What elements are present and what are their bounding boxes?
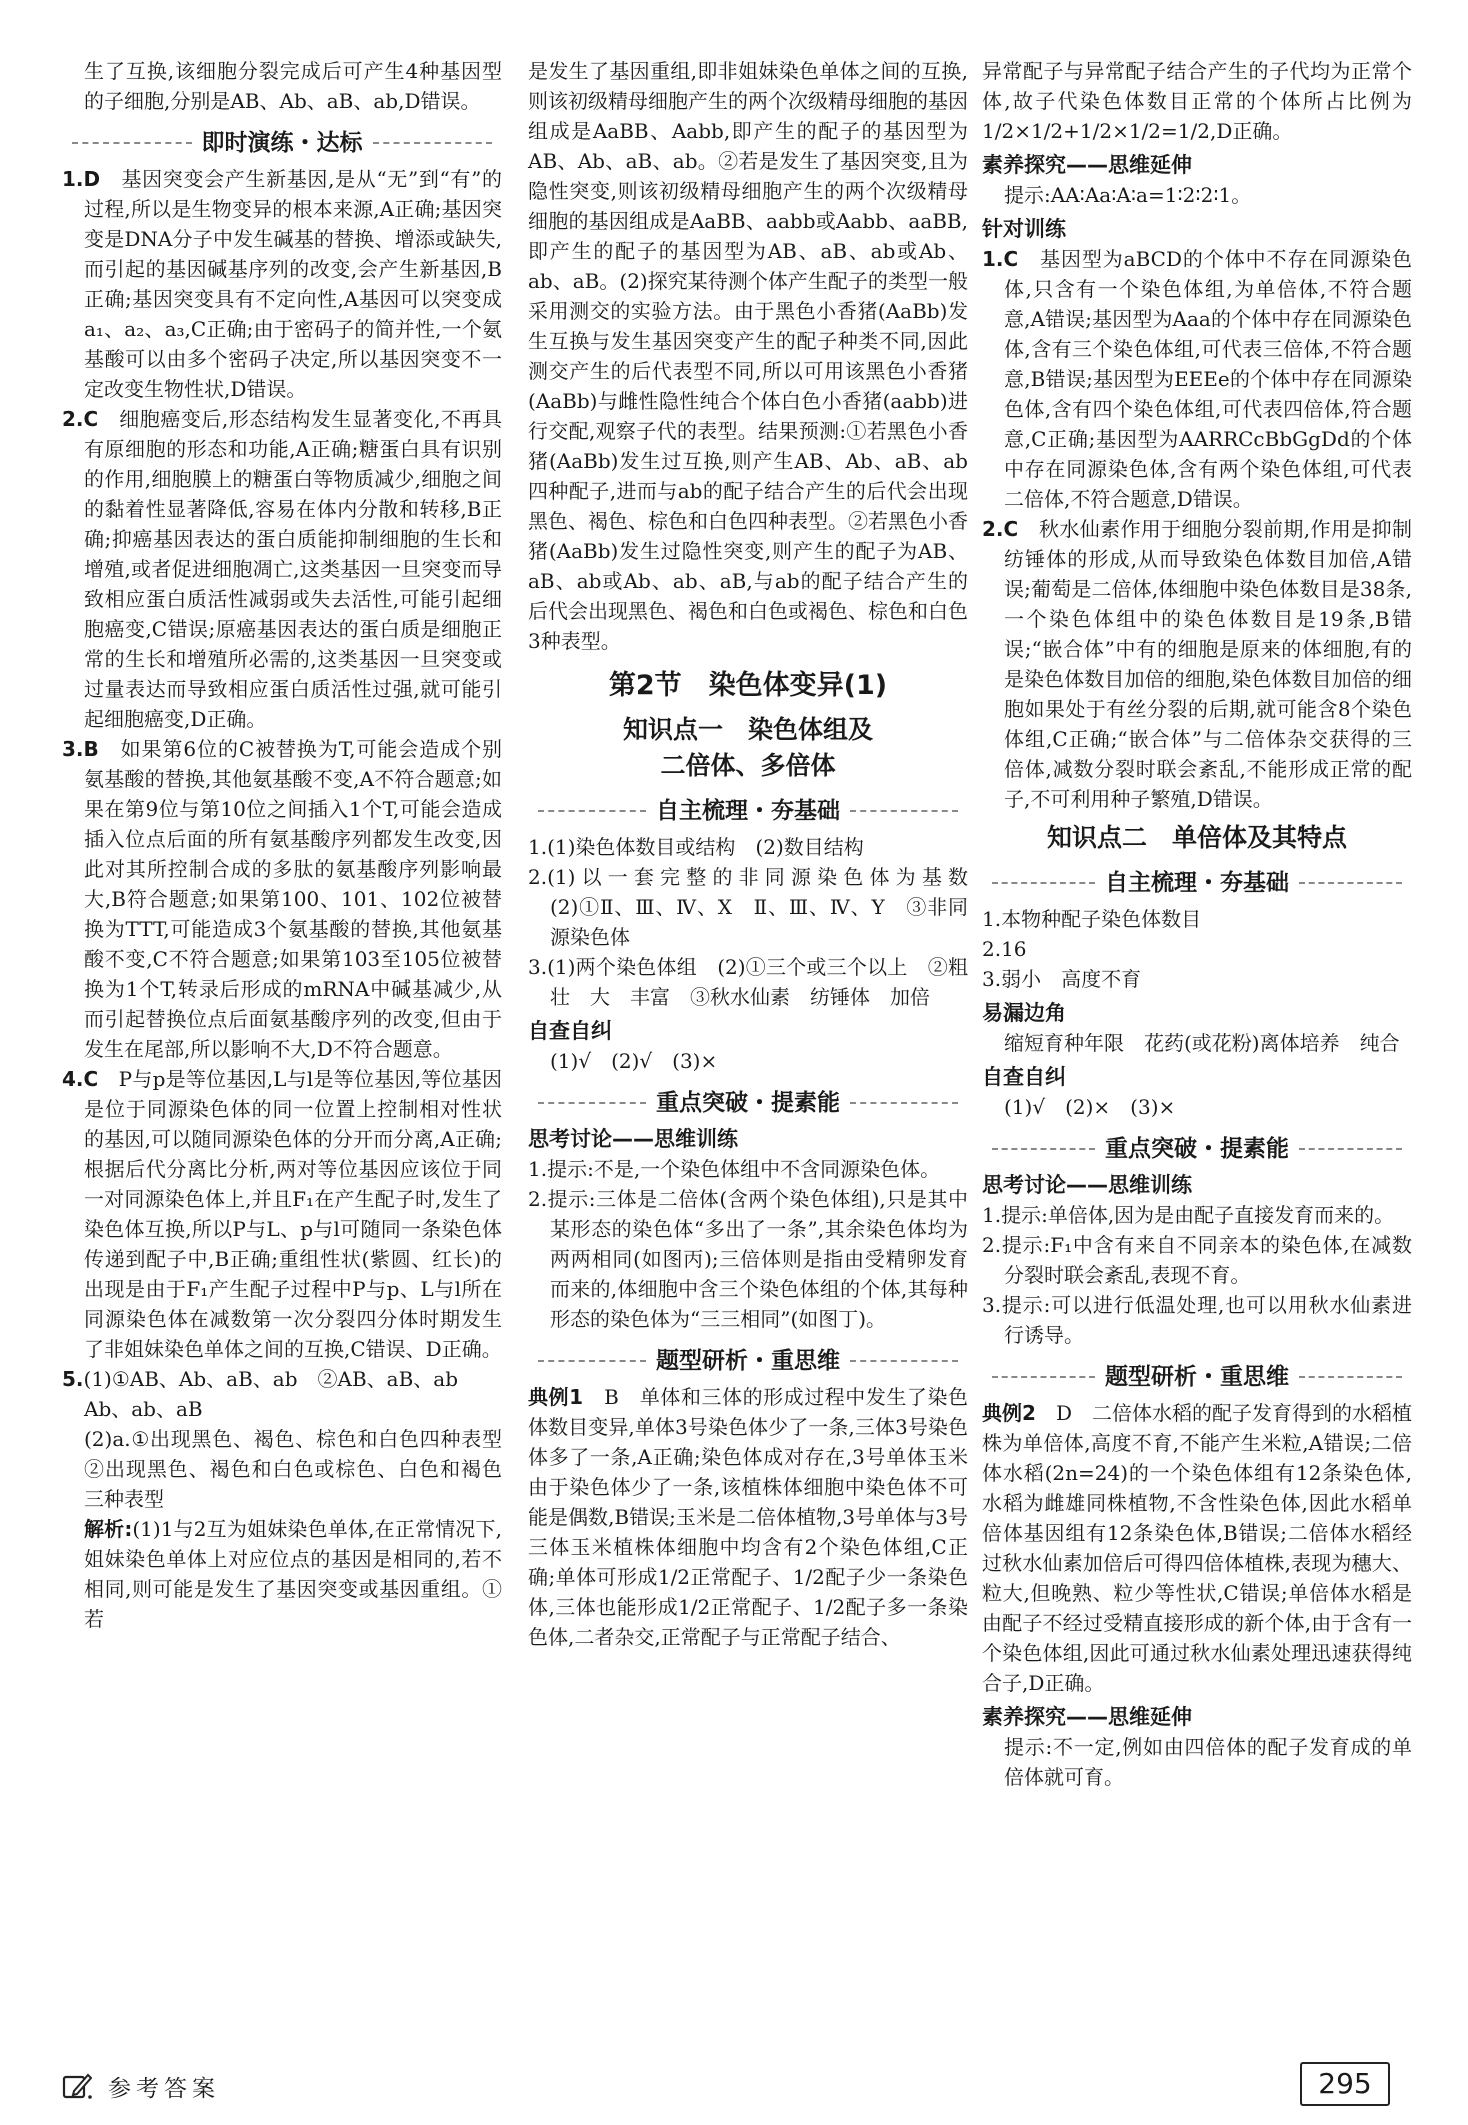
answer-text: (1)√ (2)× (3)×	[1004, 1095, 1176, 1119]
subheading: 思考讨论——思维训练	[982, 1173, 1192, 1197]
chapter-title: 第2节 染色体变异(1)	[608, 670, 888, 701]
subheading: 自查自纠	[528, 1019, 612, 1043]
answer-item	[982, 514, 1412, 814]
answer-number: 1.D	[62, 167, 101, 191]
answer-text: 缩短育种年限 花药(或花粉)离体培养 纯合	[1004, 1031, 1400, 1055]
example-item	[528, 1382, 968, 1652]
pencil-note-icon	[62, 2072, 92, 2100]
section-heading: 自主梳理・夯基础	[528, 794, 968, 828]
answer-number: 4.C	[62, 1067, 99, 1091]
answer-item: 3.(1)两个染色体组 (2)①三个或三个以上 ②粗壮 大 丰富 ③秋水仙素 纺锤体 加倍	[528, 955, 968, 1009]
text-block: 是发生了基因重组,即非姐妹染色单体之间的互换,则该初级精母细胞产生的两个次级精母细胞的基因组成是AaBB、Aabb,即产生的配子的基因型为AB、Ab、aB、ab。②若是发生了基因突变,且为隐性突变,则该初级精母细胞产生的两个次级精母细胞的基因组成是AaBB、aabb或Aabb、aaBB,即产生的配子的基因型为AB、aB、ab或Ab、ab、aB。(2)探究某待测个体产生配子的类型一般采用测交的实验方法。由于黑色小香猪(AaBb)发生互换与发生基因突变产生的配子种类不同,因此测交产生的后代表型不同,所以可用该黑色小香猪(AaBb)与雌性隐性纯合个体白色小香猪(aabb)进行交配,观察子代的表型。结果预测:①若黑色小香猪(AaBb)发生过互换,则产生AB、Ab、aB、ab四种配子,进而与ab的配子结合产生的后代会出现黑色、褐色、棕色和白色四种表型。②若黑色小香猪(AaBb)发生过隐性突变,则产生的配子为AB、aB、ab或Ab、ab、aB,与ab的配子结合产生的后代会出现黑色、褐色和白色或褐色、棕色和白色3种表型。	[528, 59, 968, 653]
subheading: 易漏边角	[982, 1001, 1066, 1025]
answer-item: 2.16	[982, 937, 1027, 961]
answer-text: 基因型为aBCD的个体中不存在同源染色体,只含有一个染色体组,为单倍体,不符合题意,A错误;基因型为Aaa的个体中存在同源染色体,含有三个染色体组,可代表三倍体,不符合题意,B错误;基因型为EEEe的个体中存在同源染色体,含有四个染色体组,可代表四倍体,符合题意,C正确;基因型为AARRCcBbGgDd的个体中存在同源染色体,含有两个染色体组,可代表二倍体,不符合题意,D错误。	[1004, 247, 1412, 511]
example-label: 典例2	[982, 1401, 1036, 1425]
answer-item	[62, 1064, 502, 1364]
example-item	[982, 1398, 1412, 1698]
knowledge-point-title: 知识点二 单倍体及其特点	[1046, 823, 1347, 852]
answer-text: 提示:不一定,例如由四倍体的配子发育成的单倍体就可育。	[1004, 1735, 1412, 1789]
subheading: 针对训练	[982, 217, 1066, 241]
section-heading: 重点突破・提素能	[982, 1132, 1412, 1166]
answer-item	[62, 1364, 502, 1394]
answer-number: 2.C	[982, 517, 1019, 541]
answer-item: 2.(1)以一套完整的非同源染色体为基数 (2)①Ⅱ、Ⅲ、Ⅳ、X Ⅱ、Ⅲ、Ⅳ、Y ③非同源染色体	[528, 865, 988, 949]
footer-label: 参考答案	[108, 2076, 220, 2102]
section-heading: 即时演练・达标	[62, 126, 502, 160]
answer-number: 5.	[62, 1367, 84, 1391]
column-left	[62, 56, 522, 1634]
answer-item: 1.提示:单倍体,因为是由配子直接发育而来的。	[982, 1203, 1395, 1227]
text-block: 生了互换,该细胞分裂完成后可产生4种基因型的子细胞,分别是AB、Ab、aB、ab,D错误。	[84, 59, 502, 113]
answer-item: 3.提示:可以进行低温处理,也可以用秋水仙素进行诱导。	[982, 1293, 1412, 1347]
example-text: B 单体和三体的形成过程中发生了染色体数目变异,单体3号染色体少了一条,三体3号染色体多了一条,A正确;染色体成对存在,3号单体玉米由于染色体少了一条,该植株体细胞中染色体不可能是偶数,B错误;玉米是二倍体植物,3号单体与3号三体玉米植株体细胞中均含有2个染色体组,C正确;单体可形成1/2正常配子、1/2配子少一条染色体,三体也能形成1/2正常配子、1/2配子多一条染色体,二者杂交,正常配子与正常配子结合、	[528, 1385, 968, 1649]
answer-text: (1)①AB、Ab、aB、ab ②AB、aB、ab	[83, 1367, 458, 1391]
answer-text: 基因突变会产生新基因,是从“无”到“有”的过程,所以是生物变异的根本来源,A正确;基因突变是DNA分子中发生碱基的替换、增添或缺失,而引起的基因碱基序列的改变,会产生新基因,B正确;基因突变具有不定向性,A基因可以突变成a₁、a₂、a₃,C正确;由于密码子的简并性,一个氨基酸可以由多个密码子决定,所以基因突变不一定改变生物性状,D错误。	[84, 167, 502, 401]
column-middle	[528, 56, 988, 1652]
answer-item: 2.提示:F₁中含有来自不同亲本的染色体,在减数分裂时联会紊乱,表现不育。	[982, 1233, 1412, 1287]
subheading: 自查自纠	[982, 1065, 1066, 1089]
answer-text: (1)√ (2)√ (3)×	[550, 1049, 718, 1073]
answer-item	[62, 404, 502, 734]
answer-number: 1.C	[982, 247, 1019, 271]
answer-number: 3.B	[62, 737, 99, 761]
example-label: 典例1	[528, 1385, 583, 1409]
example-text: D 二倍体水稻的配子发育得到的水稻植株为单倍体,高度不育,不能产生米粒,A错误;二倍体水稻(2n=24)的一个染色体组有12条染色体,水稻为雌雄同株植物,不含性染色体,因此水稻单倍体基因组有12条染色体,B错误;二倍体水稻经过秋水仙素加倍后可得四倍体植株,表现为穗大、粒大,但晚熟、粒少等性状,C错误;单倍体水稻是由配子不经过受精直接形成的新个体,由于含有一个染色体组,因此可通过秋水仙素处理迅速获得纯合子,D正确。	[982, 1401, 1412, 1695]
answer-item: 3.弱小 高度不育	[982, 967, 1142, 991]
explanation-text: (1)1与2互为姐妹染色单体,在正常情况下,姐妹染色单体上对应位点的基因是相同的,若不相同,则可能是发生了基因突变或基因重组。①若	[84, 1517, 503, 1631]
answer-text: 提示:AA∶Aa∶A∶a=1∶2∶2∶1。	[1004, 183, 1252, 207]
answer-text: 细胞癌变后,形态结构发生显著变化,不再具有原细胞的形态和功能,A正确;糖蛋白具有识别的作用,细胞膜上的糖蛋白等物质减少,细胞之间的黏着性显著降低,容易在体内分散和转移,B正确;抑癌基因表达的蛋白质能抑制细胞的生长和增殖,或者促进细胞凋亡,这类基因一旦突变而导致相应蛋白质活性减弱或失去活性,可能引起细胞癌变,C错误;原癌基因表达的蛋白质是细胞正常的生长和增殖所必需的,这类基因一旦突变或过量表达而导致相应蛋白质活性过强,就可能引起细胞癌变,D正确。	[84, 407, 503, 731]
answer-item: 1.(1)染色体数目或结构 (2)数目结构	[528, 835, 864, 859]
page-number: 295	[1300, 2062, 1390, 2106]
section-heading: 题型研析・重思维	[528, 1344, 968, 1378]
subheading: 素养探究——思维延伸	[982, 153, 1192, 177]
answer-item: 1.提示:不是,一个染色体组中不含同源染色体。	[528, 1157, 941, 1181]
section-heading: 重点突破・提素能	[528, 1086, 968, 1120]
explanation	[62, 1514, 502, 1634]
answer-text: (2)a.①出现黑色、褐色、棕色和白色四种表型 ②出现黑色、褐色和白色或棕色、白色和褐色三种表型	[84, 1427, 522, 1511]
answer-item	[62, 734, 502, 1064]
answer-text: Ab、ab、aB	[84, 1397, 203, 1421]
subheading: 素养探究——思维延伸	[982, 1705, 1192, 1729]
column-right	[982, 56, 1412, 1792]
text-block: 异常配子与异常配子结合产生的子代均为正常个体,故子代染色体数目正常的个体所占比例为1/2×1/2+1/2×1/2=1/2,D正确。	[982, 59, 1412, 143]
answer-item: 2.提示:三体是二倍体(含两个染色体组),只是其中某形态的染色体“多出了一条”,其余染色体均为两两相同(如图丙);三倍体则是指由受精卵发育而来的,体细胞中含三个染色体组的个体,其每种形态的染色体为“三三相同”(如图丁)。	[528, 1187, 968, 1331]
answer-item: 1.本物种配子染色体数目	[982, 907, 1202, 931]
knowledge-point-line: 知识点一 染色体组及	[622, 715, 873, 744]
knowledge-point-line: 二倍体、多倍体	[660, 751, 836, 780]
answer-text: P与p是等位基因,L与l是等位基因,等位基因是位于同源染色体的同一位置上控制相对性状的基因,可以随同源染色体的分开而分离,A正确;根据后代分离比分析,两对等位基因应该位于同一对同源染色体上,并且F₁在产生配子时,发生了染色体互换,所以P与L、p与l可随同一条染色体传递到配子中,B正确;重组性状(紫圆、红长)的出现是由于F₁产生配子过程中P与p、L与l所在同源染色体在减数第一次分裂四分体时期发生了非姐妹染色单体之间的互换,C错误、D正确。	[84, 1067, 502, 1361]
answer-text: 秋水仙素作用于细胞分裂前期,作用是抑制纺锤体的形成,从而导致染色体数目加倍,A错误;葡萄是二倍体,体细胞中染色体数目是38条,一个染色体组中的染色体数目是19条,B错误;“嵌合体”中有的细胞是原来的体细胞,有的是染色体数目加倍的细胞,染色体数目加倍的细胞如果处于有丝分裂的后期,就可能含8个染色体组,C正确;“嵌合体”与二倍体杂交获得的三倍体,减数分裂时联会紊乱,不能形成正常的配子,不可利用种子繁殖,D错误。	[1004, 517, 1413, 811]
answer-item	[982, 244, 1412, 514]
section-heading: 题型研析・重思维	[982, 1360, 1412, 1394]
explanation-label: 解析:	[84, 1517, 133, 1541]
answer-text: 如果第6位的C被替换为T,可能会造成个别氨基酸的替换,其他氨基酸不变,A不符合题意;如果在第9位与第10位之间插入1个T,可能会造成插入位点后面的所有氨基酸序列都发生改变,因此对其所控制合成的多肽的氨基酸序列影响最大,B符合题意;如果第100、101、102位被替换为TTT,可能造成3个氨基酸的替换,其他氨基酸不变,C不符合题意;如果第103至105位被替换为1个T,转录后形成的mRNA中碱基减少,从而引起替换位点后面氨基酸序列的改变,但由于发生在尾部,所以影响不大,D不符合题意。	[84, 737, 502, 1061]
answer-number: 2.C	[62, 407, 99, 431]
section-heading: 自主梳理・夯基础	[982, 866, 1412, 900]
subheading: 思考讨论——思维训练	[528, 1127, 738, 1151]
knowledge-point-title	[528, 712, 968, 784]
answer-item	[62, 164, 502, 404]
